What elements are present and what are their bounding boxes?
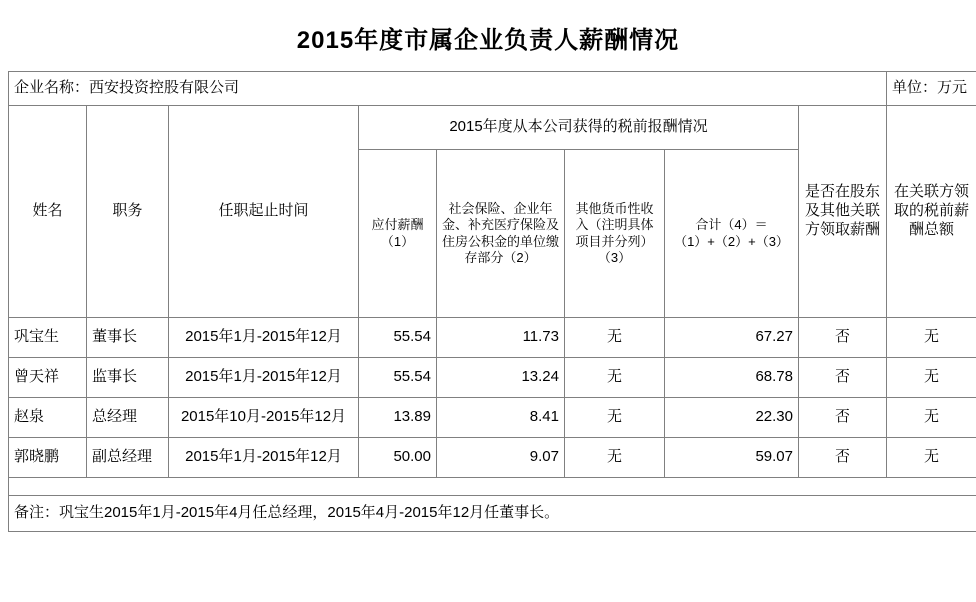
cell-position: 副总经理: [87, 438, 169, 478]
note-row: [9, 496, 976, 532]
note-cell: 备注：巩宝生2015年1月-2015年4月任总经理，2015年4月-2015年12月任董事长。: [9, 496, 976, 532]
cell-related-total: 无: [887, 358, 976, 398]
cell-name: 曾天祥: [9, 358, 87, 398]
cell-tenure: 2015年10月-2015年12月: [169, 398, 359, 438]
cell-total: 59.07: [665, 438, 799, 478]
cell-other-income: 无: [565, 318, 665, 358]
spacer-row: [9, 478, 976, 496]
group-header-row: [9, 106, 976, 150]
page-title: 2015年度市属企业负责人薪酬情况: [296, 27, 680, 54]
table-row: [9, 438, 976, 478]
cell-total: 67.27: [665, 318, 799, 358]
cell-payable-salary: 55.54: [359, 358, 437, 398]
table-row: [9, 318, 976, 358]
cell-payable-salary: 13.89: [359, 398, 437, 438]
cell-other-pay: 否: [799, 438, 887, 478]
header-insurance: 社会保险、企业年金、补充医疗保险及住房公积金的单位缴存部分（2）: [437, 150, 565, 318]
cell-insurance: 8.41: [437, 398, 565, 438]
cell-related-total: 无: [887, 438, 976, 478]
cell-payable-salary: 50.00: [359, 438, 437, 478]
header-total: 合计（4）＝（1）+（2）+（3）: [665, 150, 799, 318]
cell-other-income: 无: [565, 438, 665, 478]
cell-name: 赵泉: [9, 398, 87, 438]
cell-insurance: 9.07: [437, 438, 565, 478]
cell-other-income: 无: [565, 358, 665, 398]
table-row: [9, 398, 976, 438]
cell-total: 22.30: [665, 398, 799, 438]
header-group-pretax: 2015年度从本公司获得的税前报酬情况: [359, 106, 799, 150]
cell-position: 监事长: [87, 358, 169, 398]
cell-insurance: 11.73: [437, 318, 565, 358]
company-cell: [9, 72, 887, 106]
header-tenure: 任职起止时间: [169, 106, 359, 318]
cell-other-pay: 否: [799, 398, 887, 438]
cell-tenure: 2015年1月-2015年12月: [169, 358, 359, 398]
spacer-cell: [9, 478, 976, 496]
salary-table: [8, 71, 976, 532]
unit-cell: 单位：万元: [887, 72, 976, 106]
cell-name: 郭晓鹏: [9, 438, 87, 478]
cell-tenure: 2015年1月-2015年12月: [169, 438, 359, 478]
header-other-income: 其他货币性收入（注明具体项目并分列）（3）: [565, 150, 665, 318]
cell-payable-salary: 55.54: [359, 318, 437, 358]
cell-name: 巩宝生: [9, 318, 87, 358]
header-payable-salary: 应付薪酬（1）: [359, 150, 437, 318]
cell-total: 68.78: [665, 358, 799, 398]
cell-other-pay: 否: [799, 318, 887, 358]
company-label: 企业名称：: [14, 79, 90, 97]
company-name: 西安投资控股有限公司: [89, 79, 240, 97]
header-name: 姓名: [9, 106, 87, 318]
cell-other-income: 无: [565, 398, 665, 438]
cell-related-total: 无: [887, 318, 976, 358]
cell-position: 董事长: [87, 318, 169, 358]
header-position: 职务: [87, 106, 169, 318]
cell-related-total: 无: [887, 398, 976, 438]
cell-tenure: 2015年1月-2015年12月: [169, 318, 359, 358]
cell-insurance: 13.24: [437, 358, 565, 398]
header-related-total: 在关联方领取的税前薪酬总额: [887, 106, 976, 318]
cell-other-pay: 否: [799, 358, 887, 398]
header-other-pay: 是否在股东及其他关联方领取薪酬: [799, 106, 887, 318]
company-row: [9, 72, 976, 106]
table-row: [9, 358, 976, 398]
cell-position: 总经理: [87, 398, 169, 438]
